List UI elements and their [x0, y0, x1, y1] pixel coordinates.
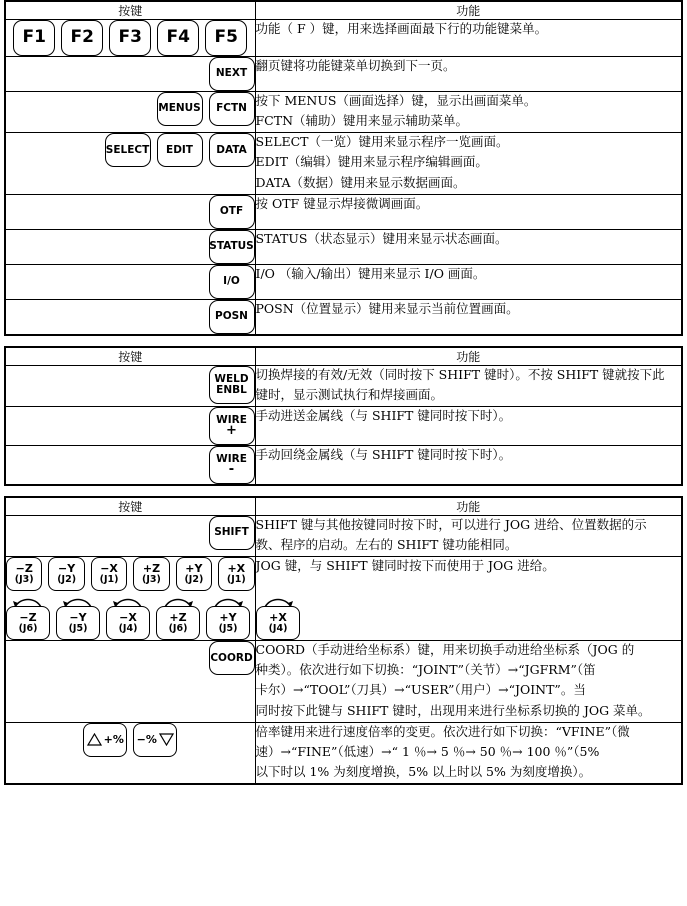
function-cell: [255, 365, 682, 406]
function-cell: [255, 194, 682, 229]
key-wire-plus[interactable]: [209, 407, 255, 445]
key-label-bottom: (J3): [142, 573, 161, 585]
key-io[interactable]: I/O: [209, 265, 255, 299]
table-row: [5, 57, 682, 92]
key-next[interactable]: NEXT: [209, 57, 255, 91]
key-label-top: −Y: [58, 562, 76, 576]
function-cell: [255, 264, 682, 299]
function-line: 按 OTF 键显示焊接微调画面。: [255, 195, 429, 211]
table-row: [5, 406, 682, 445]
function-cell: [255, 722, 682, 784]
key-weld-enbl[interactable]: [209, 366, 255, 404]
key-cell: [5, 194, 255, 229]
key-label-top: +Z: [142, 562, 161, 576]
key-status[interactable]: STATUS: [209, 230, 255, 264]
key-override-increase[interactable]: [83, 723, 127, 757]
key-f5[interactable]: F5: [205, 20, 247, 56]
key-cell: [5, 641, 255, 723]
function-cell: [255, 57, 682, 92]
key-f4[interactable]: F4: [157, 20, 199, 56]
key-jog-rot-minus-z-j6-wrap: [6, 597, 50, 640]
function-cell: [255, 406, 682, 445]
key-label-bottom: (J6): [18, 622, 38, 634]
key-override-decrease[interactable]: [133, 723, 177, 757]
key-label-bottom: (J2): [57, 573, 77, 585]
key-function-table-1: [4, 0, 683, 336]
function-line: EDIT（编辑）键用来显示程序编辑画面。: [255, 154, 488, 170]
key-jog-rot-minus-x-j4-wrap: [106, 597, 150, 640]
table-row: [5, 557, 682, 641]
table-header-row: [5, 347, 682, 366]
table-row: [5, 20, 682, 57]
key-jog-rot-minus-y-j5[interactable]: [56, 606, 100, 640]
key-cell-jog: [5, 557, 288, 641]
key-posn[interactable]: POSN: [209, 300, 255, 334]
function-line: FCTN（辅助）键用来显示辅助菜单。: [255, 113, 469, 129]
key-label-top: −X: [100, 562, 118, 576]
function-line: 按下 MENUS（画面选择）键，显示出画面菜单。: [255, 93, 537, 108]
key-label-bottom: (J1): [99, 573, 119, 585]
key-jog-rot-plus-y-j5-wrap: [206, 597, 250, 640]
function-line: JOG 键，与 SHIFT 键同时按下而使用于 JOG 进给。: [255, 558, 555, 574]
key-label-bottom: (J6): [168, 622, 188, 634]
function-line: 卡尔）→“TOOL”（刀具）→“USER”（用户）→“JOINT”。当: [255, 682, 586, 698]
key-label-top: −Z: [19, 611, 37, 625]
function-line: 种类）。依次进行如下切换：“JOINT”（关节）→“JGFRM”（笛: [255, 662, 596, 678]
function-line: 键时，显示测试执行和焊接画面。: [255, 386, 444, 402]
key-data[interactable]: DATA: [209, 133, 255, 167]
table-row: [5, 445, 682, 485]
key-jog-rot-plus-z-j6-wrap: [156, 597, 200, 640]
key-cell: [5, 92, 255, 133]
function-cell: [255, 229, 682, 264]
key-shift[interactable]: SHIFT: [209, 516, 255, 550]
key-label-bottom: -: [228, 462, 235, 478]
function-line: SELECT（一览）键用来显示程序一览画面。: [255, 134, 509, 150]
key-label-top: +Y: [219, 611, 237, 625]
key-jog-plus-y-j2[interactable]: [176, 557, 212, 591]
function-line: I/O （输入/输出）键用来显示 I/O 画面。: [255, 265, 486, 281]
key-label-bottom: +: [226, 423, 237, 439]
key-label-top: WIRE: [216, 414, 247, 427]
table-row: [5, 515, 682, 556]
key-f2[interactable]: F2: [61, 20, 103, 56]
key-cell: [5, 365, 255, 406]
key-cell: [5, 515, 255, 556]
triangle-up-icon: [87, 733, 102, 746]
key-cell: [5, 722, 255, 784]
key-label-bottom: (J5): [218, 622, 238, 634]
header-key: 按键: [5, 1, 255, 20]
function-cell: [255, 299, 682, 335]
key-label-bottom: (J4): [118, 622, 138, 634]
key-jog-rot-minus-z-j6[interactable]: [6, 606, 50, 640]
key-label-top: WIRE: [216, 453, 247, 466]
key-label-bottom: (J2): [184, 573, 204, 585]
header-key: 按键: [5, 497, 255, 516]
key-cell: [5, 406, 255, 445]
key-label-top: +Z: [169, 611, 187, 625]
triangle-down-icon: [159, 733, 174, 746]
function-line: STATUS（状态显示）键用来显示状态画面。: [255, 230, 508, 246]
key-jog-rot-plus-y-j5[interactable]: [206, 606, 250, 640]
key-cell: [5, 133, 255, 194]
key-jog-minus-z-j3[interactable]: [6, 557, 42, 591]
key-fctn[interactable]: FCTN: [209, 92, 255, 126]
key-jog-rot-plus-z-j6[interactable]: [156, 606, 200, 640]
key-label-top: −Y: [69, 611, 87, 625]
key-label-bottom: (J5): [68, 622, 88, 634]
key-label: +%: [103, 732, 124, 746]
function-line: 倍率键用来进行速度倍率的变更。依次进行如下切换：“VFINE”（微: [255, 723, 630, 739]
key-cell: [5, 445, 255, 485]
table-gap: [0, 336, 687, 346]
table-row: [5, 229, 682, 264]
header-function: 功能: [255, 347, 682, 366]
function-cell: [255, 20, 682, 57]
table-row: [5, 299, 682, 335]
function-cell: [255, 641, 682, 723]
key-label-top: +X: [227, 562, 246, 576]
header-key: 按键: [5, 347, 255, 366]
table-row: [5, 92, 682, 133]
key-menus[interactable]: MENUS: [157, 92, 203, 126]
function-line: 翻页键将功能键菜单切换到下一页。: [255, 58, 456, 73]
key-coord[interactable]: COORD: [209, 641, 255, 675]
table-header-row: [5, 1, 682, 20]
key-label-top: −Z: [15, 562, 33, 576]
function-line: DATA（数据）键用来显示数据画面。: [255, 174, 466, 190]
key-wire-minus[interactable]: [209, 446, 255, 484]
key-label-top: −X: [119, 611, 137, 625]
key-label-top: +X: [269, 611, 287, 625]
key-cell: [5, 264, 255, 299]
function-cell: [255, 515, 682, 556]
function-line: 手动回绕金属线（与 SHIFT 键同时按下时）。: [255, 446, 512, 462]
key-label-bottom: (J4): [268, 622, 288, 634]
key-cell: [5, 229, 255, 264]
key-jog-minus-y-j2[interactable]: [48, 557, 84, 591]
key-jog-plus-z-j3[interactable]: [133, 557, 169, 591]
function-line: 功能（ F ）键，用来选择画面最下行的功能键菜单。: [255, 21, 548, 36]
header-function: 功能: [255, 497, 682, 516]
key-jog-minus-x-j1[interactable]: [91, 557, 127, 591]
key-jog-rot-plus-x-j4-wrap: [256, 597, 300, 640]
key-jog-rot-minus-y-j5-wrap: [56, 597, 100, 640]
function-line: 速）→“FINE”（低速）→“ 1 ％→ 5 ％→ 50 ％→ 100 ％”（5%: [255, 743, 600, 759]
key-function-table-3: [4, 496, 683, 785]
function-cell: [255, 133, 682, 194]
key-cell: [5, 299, 255, 335]
key-function-table-2: [4, 346, 683, 486]
key-label-bottom: ENBL: [216, 383, 247, 396]
header-function: 功能: [255, 1, 682, 20]
key-f3[interactable]: F3: [109, 20, 151, 56]
function-cell: [255, 445, 682, 485]
table-row: [5, 264, 682, 299]
function-cell: [255, 557, 682, 641]
table-gap: [0, 486, 687, 496]
table-row: [5, 194, 682, 229]
function-line: 以下时以 1% 为刻度增换，5% 以上时以 5% 为刻度增换）。: [255, 763, 592, 779]
key-label: −%: [136, 732, 157, 746]
table-row: [5, 722, 682, 784]
key-edit[interactable]: EDIT: [157, 133, 203, 167]
function-line: 手动进送金属线（与 SHIFT 键同时按下时）。: [255, 407, 512, 423]
table-row: [5, 641, 682, 723]
key-jog-rot-plus-x-j4[interactable]: [256, 606, 300, 640]
key-jog-rot-minus-x-j4[interactable]: [106, 606, 150, 640]
key-cell: [5, 57, 255, 92]
table-header-row: [5, 497, 682, 516]
key-label-bottom: (J3): [14, 573, 34, 585]
function-line: 切换焊接的有效/无效（同时按下 SHIFT 键时）。不按 SHIFT 键就按下此: [255, 366, 665, 382]
function-line: 教、程序的启动。左右的 SHIFT 键功能相同。: [255, 537, 518, 552]
key-select[interactable]: SELECT: [105, 133, 151, 167]
function-line: COORD（手动进给坐标系）键，用来切换手动进给坐标系（JOG 的: [255, 642, 635, 658]
key-cell: [5, 20, 255, 57]
function-cell: [255, 92, 682, 133]
function-line: POSN（位置显示）键用来显示当前位置画面。: [255, 300, 519, 316]
key-label-top: +Y: [185, 562, 203, 576]
table-row: [5, 133, 682, 194]
function-line: 同时按下此键与 SHIFT 键时，出现用来进行坐标系切换的 JOG 菜单。: [255, 702, 651, 718]
key-otf[interactable]: OTF: [209, 195, 255, 229]
key-label-top: WELD: [214, 372, 249, 385]
key-f1[interactable]: F1: [13, 20, 55, 56]
key-jog-plus-x-j1[interactable]: [218, 557, 254, 591]
table-row: [5, 365, 682, 406]
key-label-bottom: (J1): [226, 573, 246, 585]
function-line: SHIFT 键与其他按键同时按下时，可以进行 JOG 进给、位置数据的示: [255, 516, 647, 532]
